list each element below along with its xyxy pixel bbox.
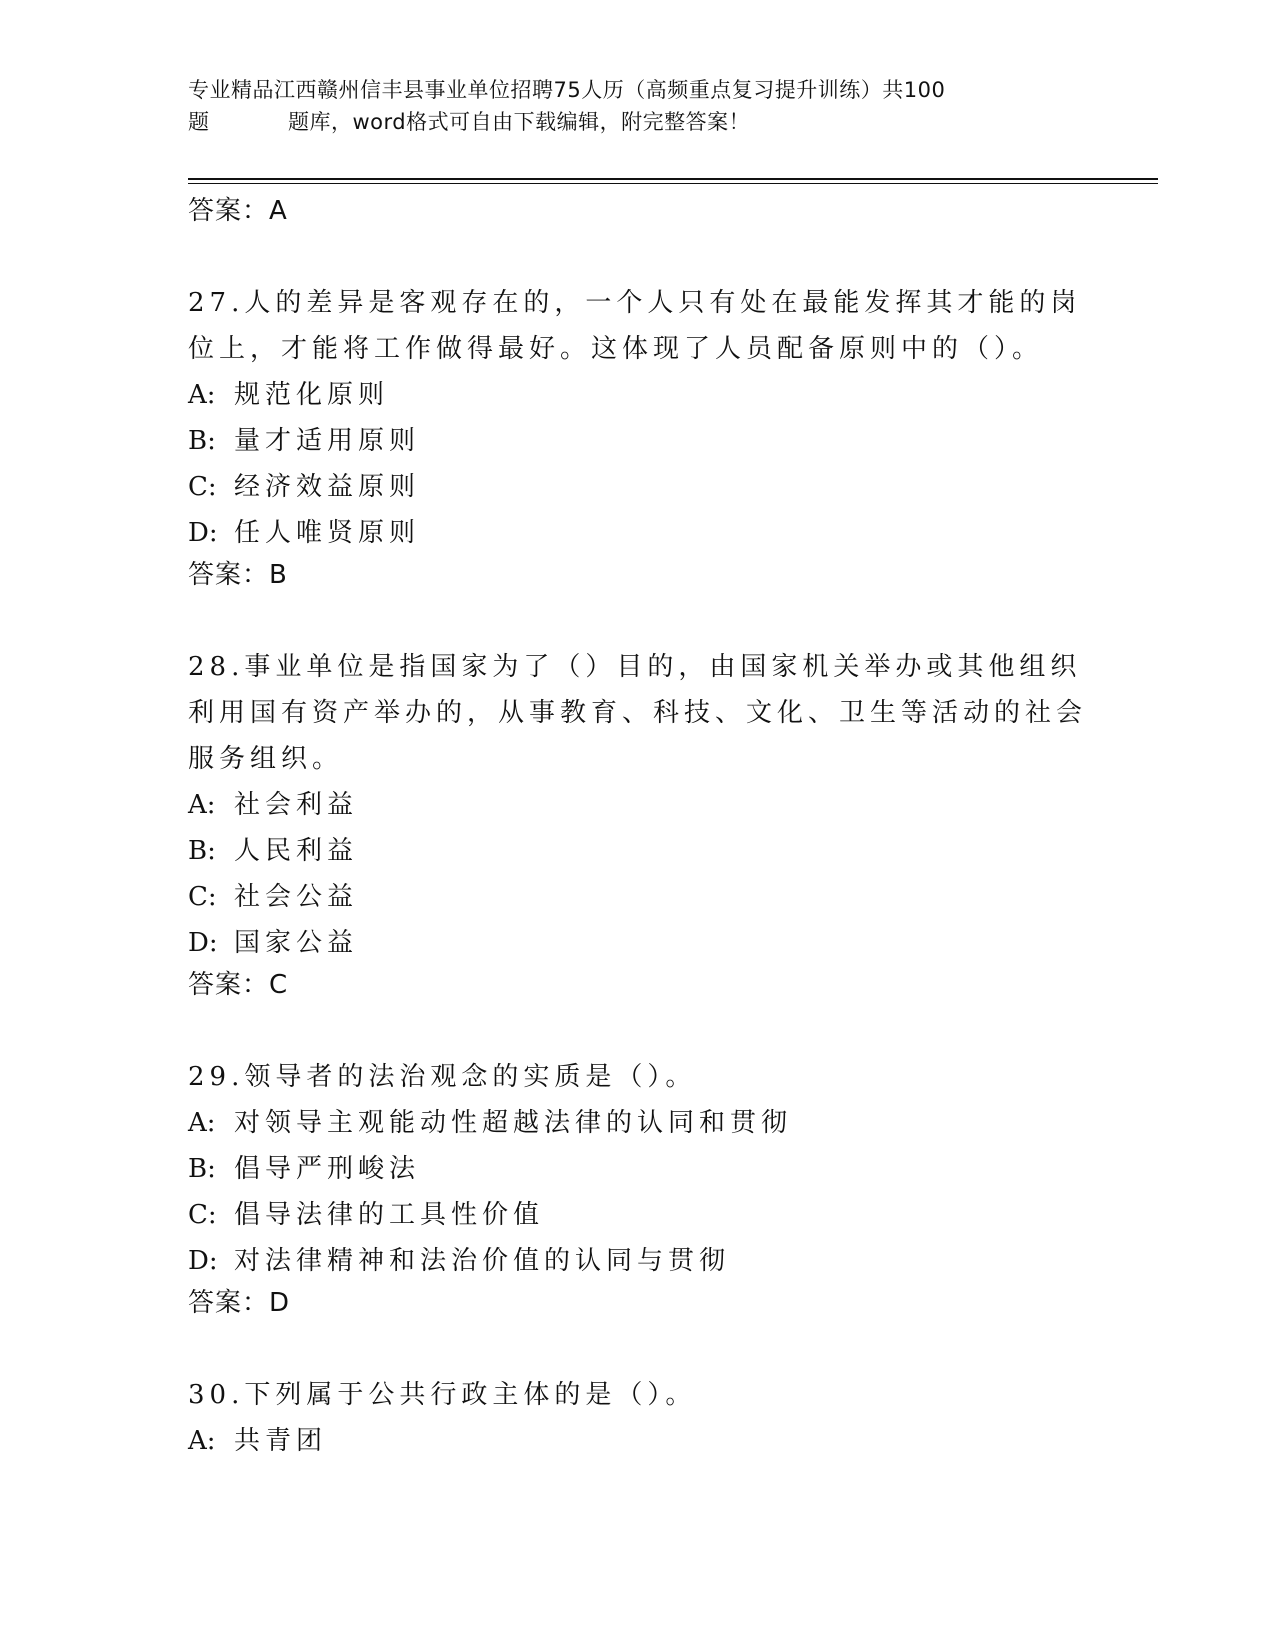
option-text: 倡导严刑峻法 [234,1154,421,1184]
option-text: 对领导主观能动性超越法律的认同和贯彻 [234,1108,793,1138]
question-29 [188,1054,1088,1322]
option-letter: D: [188,518,218,548]
option-letter: B: [188,1154,216,1184]
option-text: 对法律精神和法治价值的认同与贯彻 [234,1246,731,1276]
option-text: 经济效益原则 [234,472,421,502]
answer-line: 答案：D [188,1288,291,1318]
option-text: 社会公益 [234,882,359,912]
header-title-line2 [188,106,1068,138]
option-c [188,1192,1088,1238]
option-c [188,874,1088,920]
option-a [188,782,1088,828]
answer-line: 答案：A [188,196,288,226]
question-text: 27.人的差异是客观存在的，一个人只有处在最能发挥其才能的岗位上，才能将工作做得最好。这体现了人员配备原则中的（）。 [188,288,1082,364]
option-text: 人民利益 [234,836,359,866]
option-letter: A: [188,380,216,410]
answer-line: 答案：B [188,560,288,590]
option-letter: D: [188,1246,218,1276]
option-c [188,464,1088,510]
question-30 [188,1372,1088,1464]
option-letter: C: [188,472,217,502]
header-line2-text: 题库，word格式可自由下载编辑，附完整答案！ [288,110,751,134]
option-text: 社会利益 [234,790,359,820]
page-header [188,74,1068,138]
option-letter: B: [188,426,216,456]
option-a [188,1418,1088,1464]
option-letter: A: [188,1108,216,1138]
option-text: 量才适用原则 [234,426,421,456]
option-text: 国家公益 [234,928,359,958]
question-text: 28.事业单位是指国家为了（）目的，由国家机关举办或其他组织利用国有资产举办的，从事教育、科技、文化、卫生等活动的社会服务组织。 [188,652,1088,774]
option-letter: B: [188,836,216,866]
option-d [188,920,1088,966]
header-divider-thick [188,178,1158,180]
option-a [188,372,1088,418]
header-divider-thin [188,183,1158,184]
option-letter: C: [188,882,217,912]
option-text: 共青团 [234,1426,328,1456]
answer-line: 答案：C [188,970,289,1000]
option-b [188,828,1088,874]
option-letter: A: [188,1426,216,1456]
question-28 [188,644,1088,1004]
option-text: 规范化原则 [234,380,390,410]
option-text: 任人唯贤原则 [234,518,421,548]
option-letter: C: [188,1200,217,1230]
option-b [188,418,1088,464]
question-text: 29.领导者的法治观念的实质是（）。 [188,1062,697,1092]
option-text: 倡导法律的工具性价值 [234,1200,545,1230]
header-title-line1: 专业精品江西赣州信丰县事业单位招聘75人历（高频重点复习提升训练）共100 [188,78,946,102]
option-b [188,1146,1088,1192]
question-list [188,192,1088,1514]
option-a [188,1100,1088,1146]
header-line2-lead: 题 [188,110,210,134]
option-d [188,510,1088,556]
option-letter: A: [188,790,216,820]
option-letter: D: [188,928,218,958]
question-27 [188,280,1088,594]
question-text: 30.下列属于公共行政主体的是（）。 [188,1380,697,1410]
option-d [188,1238,1088,1284]
